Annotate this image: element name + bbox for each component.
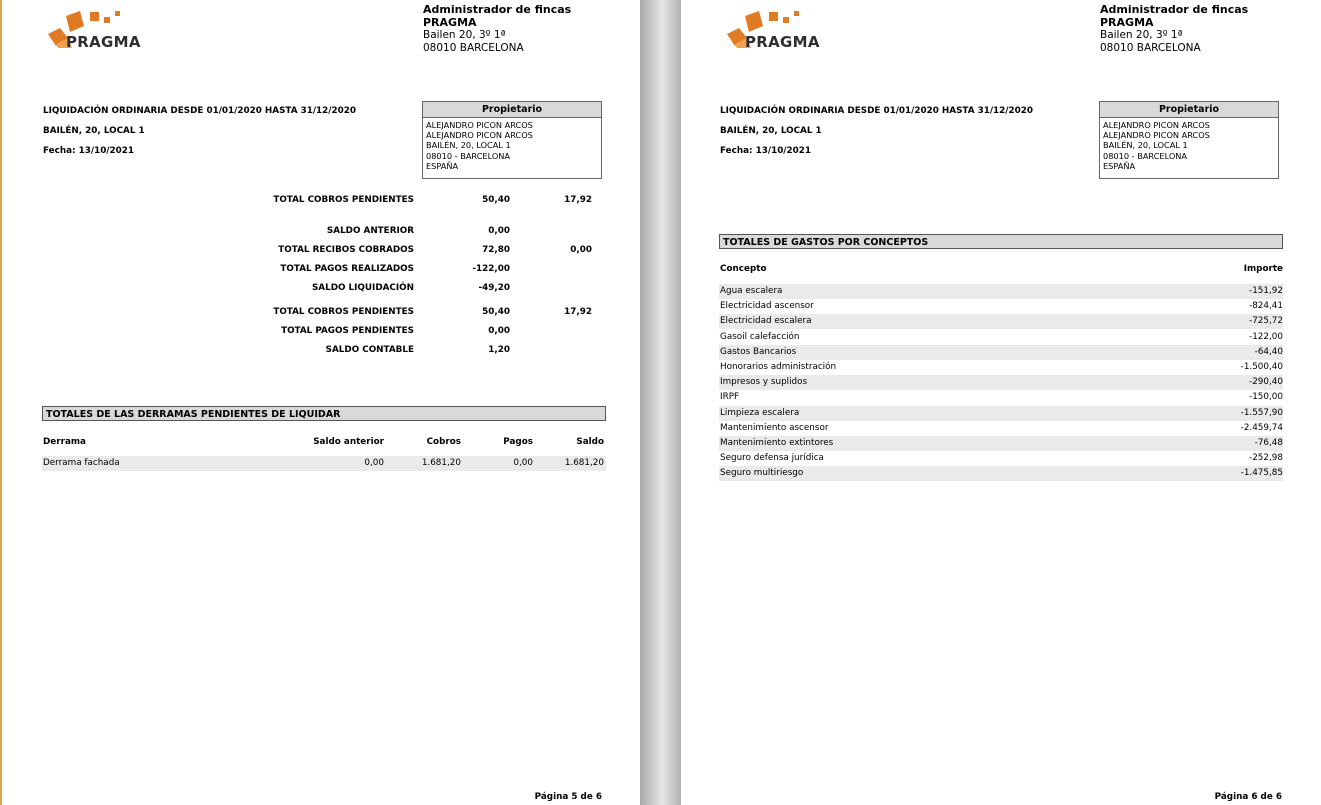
summary-value: 0,00 (488, 326, 510, 336)
gasto-importe: -290,40 (1249, 377, 1283, 388)
gasto-concepto: Gastos Bancarios (720, 346, 797, 357)
company-address-2: 08010 BARCELONA (1100, 42, 1201, 54)
owner-line: ESPAÑA (426, 160, 459, 171)
gasto-concepto: Mantenimiento ascensor (720, 422, 829, 433)
logo-text: PRAGMA (66, 33, 141, 51)
company-title: Administrador de fincas (423, 3, 572, 16)
gasto-importe: -1.500,40 (1240, 362, 1283, 372)
gasto-concepto: Honorarios administración (720, 362, 837, 372)
pragma-logo (725, 8, 855, 54)
owner-title: Propietario (423, 102, 601, 118)
owner-line: ALEJANDRO PICON ARCOS (1103, 120, 1210, 130)
derrama-saldo-anterior: 0,00 (364, 458, 384, 468)
doc-property: BAILÉN, 20, LOCAL 1 (43, 126, 145, 136)
page-gutter (640, 0, 681, 805)
table-row (719, 284, 1283, 299)
summary-value: 50,40 (482, 195, 510, 205)
owner-line: ALEJANDRO PICON ARCOS (1103, 130, 1210, 141)
page-5 (0, 0, 640, 805)
owner-line: ALEJANDRO PICON ARCOS (426, 130, 533, 141)
gasto-importe: -725,72 (1249, 316, 1283, 327)
table-row (719, 406, 1283, 421)
owner-lines (423, 118, 601, 171)
derramas-header-pagos: Pagos (503, 437, 533, 447)
doc-date: Fecha: 13/10/2021 (43, 146, 135, 156)
summary-label: SALDO LIQUIDACIÓN (311, 283, 414, 293)
pragma-logo (46, 8, 176, 54)
gasto-importe: -76,48 (1254, 438, 1283, 448)
gasto-importe: -1.475,85 (1240, 468, 1283, 479)
page-footer: Página 5 de 6 (534, 792, 602, 802)
gastos-header-importe: Importe (1243, 264, 1283, 274)
gasto-importe: -2.459,74 (1240, 422, 1283, 433)
derramas-header-cobros: Cobros (426, 437, 461, 447)
company-address-1: Bailen 20, 3º 1ª (1100, 29, 1183, 41)
owner-line: BAILÉN, 20, LOCAL 1 (426, 140, 511, 151)
owner-line: ESPAÑA (1103, 160, 1136, 171)
gasto-concepto: Electricidad ascensor (720, 301, 814, 312)
summary-label: TOTAL COBROS PENDIENTES (273, 195, 414, 205)
gasto-concepto: Electricidad escalera (720, 316, 812, 327)
owner-line: BAILÉN, 20, LOCAL 1 (1103, 140, 1188, 151)
company-address-2: 08010 BARCELONA (423, 42, 524, 54)
gasto-concepto: Impresos y suplidos (720, 377, 808, 388)
summary-value: 0,00 (488, 226, 510, 236)
gasto-importe: -150,00 (1249, 392, 1283, 403)
summary-label: TOTAL RECIBOS COBRADOS (278, 245, 414, 255)
gasto-importe: -252,98 (1249, 453, 1283, 464)
gasto-importe: -64,40 (1254, 346, 1283, 357)
company-name: PRAGMA (423, 16, 477, 29)
derrama-name: Derrama fachada (43, 458, 120, 468)
owner-line: 08010 - BARCELONA (426, 150, 511, 161)
summary-value: 72,80 (482, 245, 510, 255)
derrama-cobros: 1.681,20 (421, 458, 461, 468)
derramas-header-saldo: Saldo (576, 437, 604, 447)
summary-value: 1,20 (488, 345, 510, 355)
company-title: Administrador de fincas (1100, 3, 1249, 16)
owner-box (1099, 101, 1279, 179)
derramas-section-title: TOTALES DE LAS DERRAMAS PENDIENTES DE LIQUIDAR (42, 406, 606, 421)
summary-value: 50,40 (482, 307, 510, 317)
gastos-section-title: TOTALES DE GASTOS POR CONCEPTOS (719, 234, 1283, 249)
summary-value: -122,00 (472, 264, 510, 274)
derrama-saldo: 1.681,20 (564, 458, 604, 468)
gasto-importe: -1.557,90 (1240, 407, 1283, 418)
summary-extra: 17,92 (564, 307, 592, 317)
page-footer: Página 6 de 6 (1214, 792, 1282, 802)
summary-label: TOTAL PAGOS REALIZADOS (280, 264, 414, 274)
summary-label: SALDO CONTABLE (325, 345, 414, 355)
derramas-header-saldo-anterior: Saldo anterior (313, 437, 384, 447)
gasto-importe: -151,92 (1249, 286, 1283, 296)
logo-text: PRAGMA (745, 33, 820, 51)
derrama-pagos: 0,00 (513, 458, 533, 468)
gasto-concepto: IRPF (720, 392, 740, 403)
summary-extra: 17,92 (564, 195, 592, 205)
summary-label: SALDO ANTERIOR (326, 226, 414, 236)
owner-title: Propietario (1100, 102, 1278, 118)
gasto-concepto: Mantenimiento extintores (720, 438, 834, 448)
gasto-importe: -122,00 (1249, 331, 1283, 342)
gasto-concepto: Seguro multiriesgo (720, 468, 804, 479)
owner-line: ALEJANDRO PICON ARCOS (426, 120, 533, 130)
company-address-1: Bailen 20, 3º 1ª (423, 29, 506, 41)
doc-date: Fecha: 13/10/2021 (720, 146, 812, 156)
summary-extra: 0,00 (570, 245, 592, 255)
gasto-importe: -824,41 (1249, 301, 1283, 312)
doc-title: LIQUIDACIÓN ORDINARIA DESDE 01/01/2020 HASTA 31/12/2020 (43, 106, 356, 116)
table-row (719, 345, 1283, 360)
summary-value: -49,20 (478, 283, 510, 293)
doc-property: BAILÉN, 20, LOCAL 1 (720, 126, 822, 136)
company-header (423, 3, 571, 55)
page-6 (681, 0, 1321, 805)
gasto-concepto: Gasoil calefacción (720, 331, 800, 342)
owner-line: 08010 - BARCELONA (1103, 150, 1188, 161)
gasto-concepto: Agua escalera (720, 286, 783, 296)
summary-label: TOTAL PAGOS PENDIENTES (281, 326, 414, 336)
gastos-header-concepto: Concepto (720, 264, 767, 274)
table-row (719, 466, 1283, 481)
gasto-concepto: Limpieza escalera (720, 407, 800, 418)
derramas-header-derrama: Derrama (43, 437, 86, 447)
gasto-concepto: Seguro defensa jurídica (720, 453, 824, 464)
summary-label: TOTAL COBROS PENDIENTES (273, 307, 414, 317)
owner-box (422, 101, 602, 179)
doc-title: LIQUIDACIÓN ORDINARIA DESDE 01/01/2020 HASTA 31/12/2020 (720, 106, 1033, 116)
company-header (1100, 3, 1248, 55)
owner-lines (1100, 118, 1278, 171)
company-name: PRAGMA (1100, 16, 1154, 29)
